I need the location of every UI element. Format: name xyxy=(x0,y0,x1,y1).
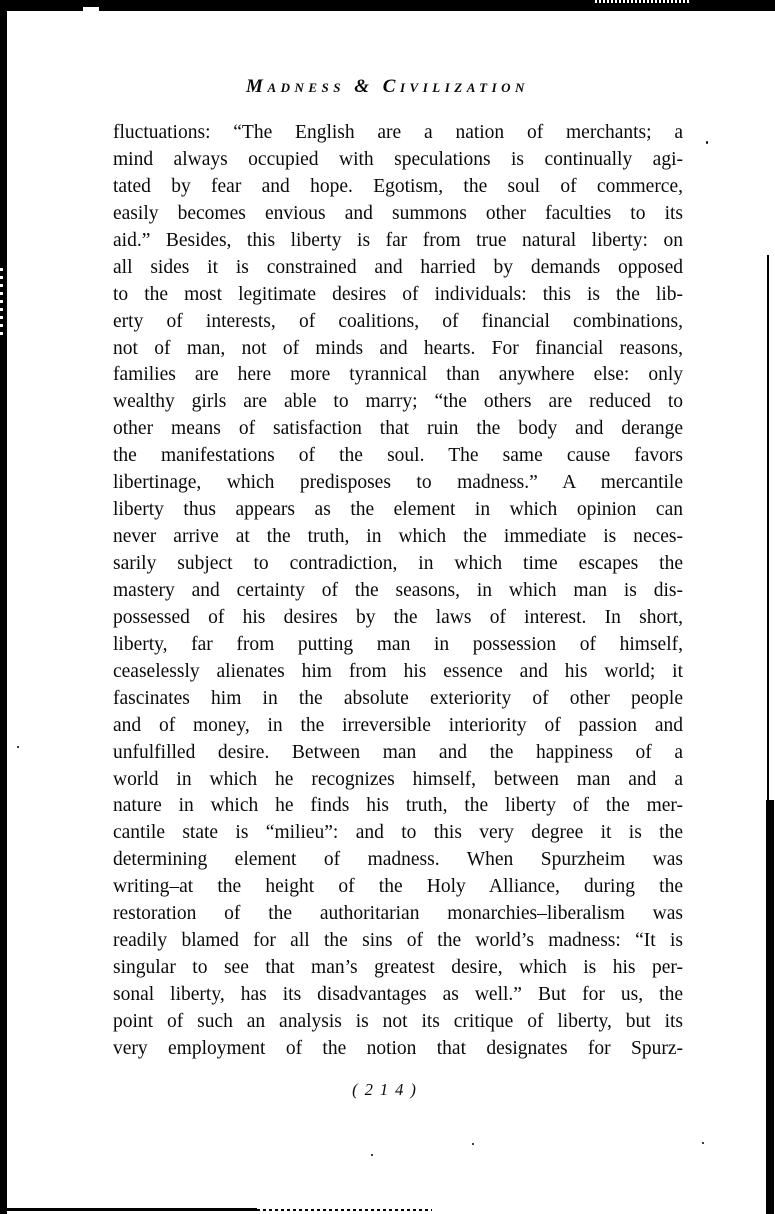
scan-border-right-thick xyxy=(766,800,774,1214)
body-text-line: point of such an analysis is not its critique of liberty, but its xyxy=(113,1010,683,1032)
body-text-line: very employment of the notion that designates for Spurz- xyxy=(113,1037,683,1059)
body-text-line: liberty, far from putting man in possession of himself, xyxy=(113,633,683,655)
body-text-line: erty of interests, of coalitions, of financial combinations, xyxy=(113,310,683,332)
body-text-line: possessed of his desires by the laws of interest. In short, xyxy=(113,606,683,628)
body-text-line: mind always occupied with speculations is continually agi- xyxy=(113,148,683,170)
body-text-line: not of man, not of minds and hearts. For financial reasons, xyxy=(113,337,683,359)
body-text-line: world in which he recognizes himself, between man and a xyxy=(113,768,683,790)
scan-border-right-thin xyxy=(767,255,769,805)
body-text-line: fluctuations: “The English are a nation of merchants; a xyxy=(113,122,683,143)
scan-border-left xyxy=(0,0,7,1214)
scan-border-top-notch xyxy=(83,7,99,11)
body-text-line: readily blamed for all the sins of the world’s madness: “It is xyxy=(113,930,683,952)
body-text-line: restoration of the authoritarian monarchies–liberalism was xyxy=(113,903,683,925)
body-text-line: determining element of madness. When Spurzheim was xyxy=(113,849,683,871)
body-text-line: writing–at the height of the Holy Alliance, during the xyxy=(113,876,683,898)
body-text-line: cantile state is “milieu”: and to this very degree it is the xyxy=(113,822,683,844)
scan-border-bottom-dots xyxy=(257,1209,432,1211)
body-text-line: all sides it is constrained and harried by demands opposed xyxy=(113,256,683,278)
body-text-line: nature in which he finds his truth, the liberty of the mer- xyxy=(113,795,683,817)
page-number: (214) xyxy=(352,1080,423,1099)
scan-speck xyxy=(702,1142,704,1144)
body-text-line: aid.” Besides, this liberty is far from true natural liberty: on xyxy=(113,229,683,251)
body-text-line: unfulfilled desire. Between man and the happiness of a xyxy=(113,741,683,763)
scan-border-bottom xyxy=(7,1208,257,1211)
body-text-line: other means of satisfaction that ruin the body and derange xyxy=(113,418,683,440)
body-text-line: easily becomes envious and summons other faculties to its xyxy=(113,202,683,224)
scan-speck xyxy=(17,746,19,748)
body-text-line: ceaselessly alienates him from his essence and his world; it xyxy=(113,660,683,682)
scan-speck xyxy=(371,1154,373,1156)
body-text-line: sonal liberty, has its disadvantages as well.” But for us, the xyxy=(113,984,683,1005)
body-text-line: singular to see that man’s greatest desire, which is his per- xyxy=(113,957,683,979)
scan-border-left-ticks xyxy=(0,268,3,338)
body-text-line: tated by fear and hope. Egotism, the soul of commerce, xyxy=(113,175,683,197)
scan-border-top-dots xyxy=(595,0,690,3)
body-text-line: libertinage, which predisposes to madness.” A mercantile xyxy=(113,472,683,494)
body-text-line: liberty thus appears as the element in which opinion can xyxy=(113,499,683,521)
body-text-line: to the most legitimate desires of individuals: this is the lib- xyxy=(113,283,683,305)
body-text-line: mastery and certainty of the seasons, in which man is dis- xyxy=(113,579,683,601)
scan-speck xyxy=(472,1143,474,1145)
body-text-line: fascinates him in the absolute exteriority of other people xyxy=(113,687,683,709)
body-text-line: never arrive at the truth, in which the immediate is neces- xyxy=(113,526,683,548)
body-text-block xyxy=(113,120,683,1063)
running-header: Madness & Civilization xyxy=(246,76,529,97)
body-text-line: families are here more tyrannical than anywhere else: only xyxy=(113,364,683,386)
scan-speck xyxy=(706,141,708,144)
body-text-line: wealthy girls are able to marry; “the others are reduced to xyxy=(113,391,683,413)
body-text-line: and of money, in the irreversible interiority of passion and xyxy=(113,714,683,736)
body-text-line: sarily subject to contradiction, in which time escapes the xyxy=(113,553,683,574)
body-text-line: the manifestations of the soul. The same cause favors xyxy=(113,445,683,467)
